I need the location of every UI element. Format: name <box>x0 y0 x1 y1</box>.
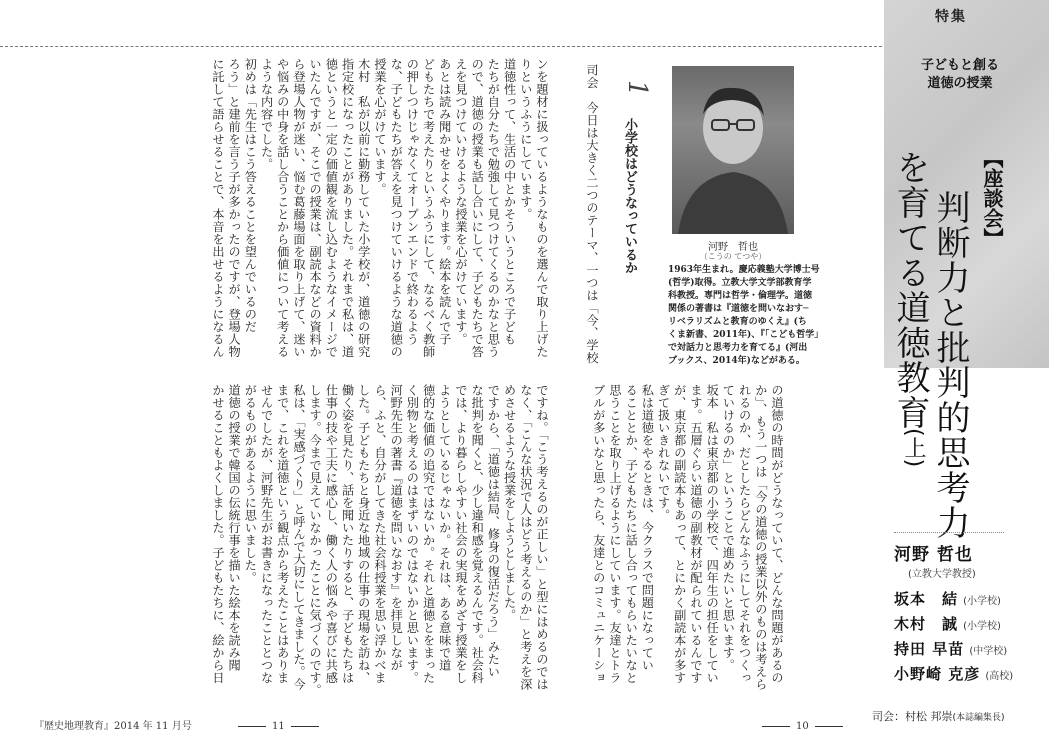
article-title-line1: 判断力と批判的思考力 <box>930 190 970 540</box>
participant-list <box>894 540 1013 684</box>
body-right-top: 司会 今日は大きく二つのテーマ、一つは「今、学校 <box>585 64 599 364</box>
body-right-bottom: の道徳の時間がどうなっていて、どんな問題があるの か」、もう一つは「今の道徳の授業以外のものは考えら れるのか、だとしたらどんなふうにしてそれをつくっ ていけるのか」ということで進めたいと思います。 坂本 私は東京都の小学校で、四年生の担任をしてい ます。五層ぐらい道徳の副教材が配られているんです が、東京都の副読本もあって、とにかく副読本が多す ぎて扱いきれないです。 私は道徳をやるときは、今クラスで問題になってい ることとか、子どもたちに話し合ってもらいたいなと 思うことを取り上げるようにしています。友達とトラ ブルが多いなと思ったら、友達とのコミュニケーショ <box>591 384 784 691</box>
feature-tag: 特集 <box>935 9 967 25</box>
participants-divider <box>894 532 1004 533</box>
portrait-figure <box>672 66 794 234</box>
feature-title-1: 子どもと創る <box>920 58 999 73</box>
article-title-part: (上) <box>901 428 926 468</box>
feature-title-2: 道徳の授業 <box>927 76 993 91</box>
body-left-top: ンを題材に扱っているようなものを選んで取り上げた りというふうにしています。 道徳性って、生活の中とかそういうところで子ども たちが自分たちで勉強して見つけてくるのかなと思う ので、道徳の授業も話し合いにして、子どもたちで答 えを見つけていけるような授業を心がけています。 あとは読み聞かせをよくやります。絵本を読んで子 どもたちで考えたりというふうにして、なるべく教師 の押しつけじゃなくてオープンエンドで終わるよう な、子どもたちが答えを見つけていけるような道徳の 授業を心がけています。 木村 私が以前に勤務していた小学校が、道徳の研究 指定校になったことがありました。それまで私は、道 徳というと一定の価値観を流し込むようなイメージで いたんですが、そこでの授業は、副読本などの資料か ら登場人物が迷い、悩む葛藤場面を取り上げて、迷い や悩みの中身を話し合うことから価値について考える ような内容でした。 初めは「先生はこう答えることを望んでいるのだ ろう」と建前を言う子が多かったのですが、登場人物 に託して語らせることで、本音を出せるようになるん <box>210 58 549 358</box>
photo-caption-name: 河野 哲也 <box>708 242 758 253</box>
participant-row: 木村 誠 (小学校) <box>894 615 1001 633</box>
moderator-line: 司会：村松 邦崇(本誌編集長) <box>872 710 1005 723</box>
page-number-right: 10 <box>756 721 849 732</box>
header-rule-left <box>0 46 560 47</box>
page-number-left: 11 <box>232 721 325 732</box>
body-left-bottom: ですね。「こう考えるのが正しい」と型にはめるのでは なく、「こんな状況で人はどう考えるのか」と考えを深 めさせるような授業をしようとしました。 ですから、「道徳は結局、修身の復活だろう」みたい な批判を聞くと、少し違和感を覚えるんです。社会科 では、より暮らしやすい社会の実現をめざす授業をし ようとしているじゃないか。それは、ある意味で道 徳的な価値の追究ではないか。それと道徳とをまった く別物と考えるのはまずいのではないかと思います。 河野先生の著書『道徳を問いなおす』を拝見しなが ら、ふと、自分がしてきた社会科授業を思い浮かべま した。子どもたちと身近な地域の仕事の現場を訪ね、 働く姿を見たり、話を聞いたりすると、子どもたちは 仕事の技や工夫に感心し、働く人の悩みや喜びに共感 します。今まで見えていなかったことに気づくのです。 私は、「実感づくり」と呼んで大切にしてきました。今 まで、これを道徳という観点から考えたことはありま せんでしたが、河野先生がお書きになったこととつな がるものがあるように思いました。 道徳の授業で韓国の伝統行事を描いた絵本を読み聞 かせることもよくしました。子どもたちに、絵から日 <box>210 384 549 696</box>
photo-bio: 1963年生まれ。慶応義塾大学博士号 (哲学)取得。立教大学文学部教育学 科教授。専門は哲学・倫理学。道徳 関係の著書は『道徳を問いなおす─ リベラリズムと教育のゆくえ』(ち くま新書、2011年)、『「こども哲学」 で対話力と思考力を育てる』(河出 ブックス、2014年)などがある。 <box>668 265 824 366</box>
article-title-line2: を育てる道徳教育 <box>890 150 930 430</box>
section-title: 小学校はどうなっているか <box>622 118 637 274</box>
article-kind: 【座談会】 <box>980 148 1004 248</box>
portrait-photo <box>672 66 794 234</box>
journal-name: 『歴史地理教育』2014 年 11 月号 <box>34 721 192 732</box>
participant-lead: 河野 哲也 (立教大学教授) <box>894 545 976 580</box>
header-rule-right <box>562 46 882 47</box>
section-number: 1 <box>622 80 652 97</box>
participant-row: 持田 早苗 (中学校) <box>894 640 1008 658</box>
participant-row: 坂本 結 (小学校) <box>894 590 1001 608</box>
participant-row: 小野崎 克彦 (高校) <box>894 665 1014 683</box>
photo-caption-reading: （こうの てつや） <box>699 252 767 261</box>
